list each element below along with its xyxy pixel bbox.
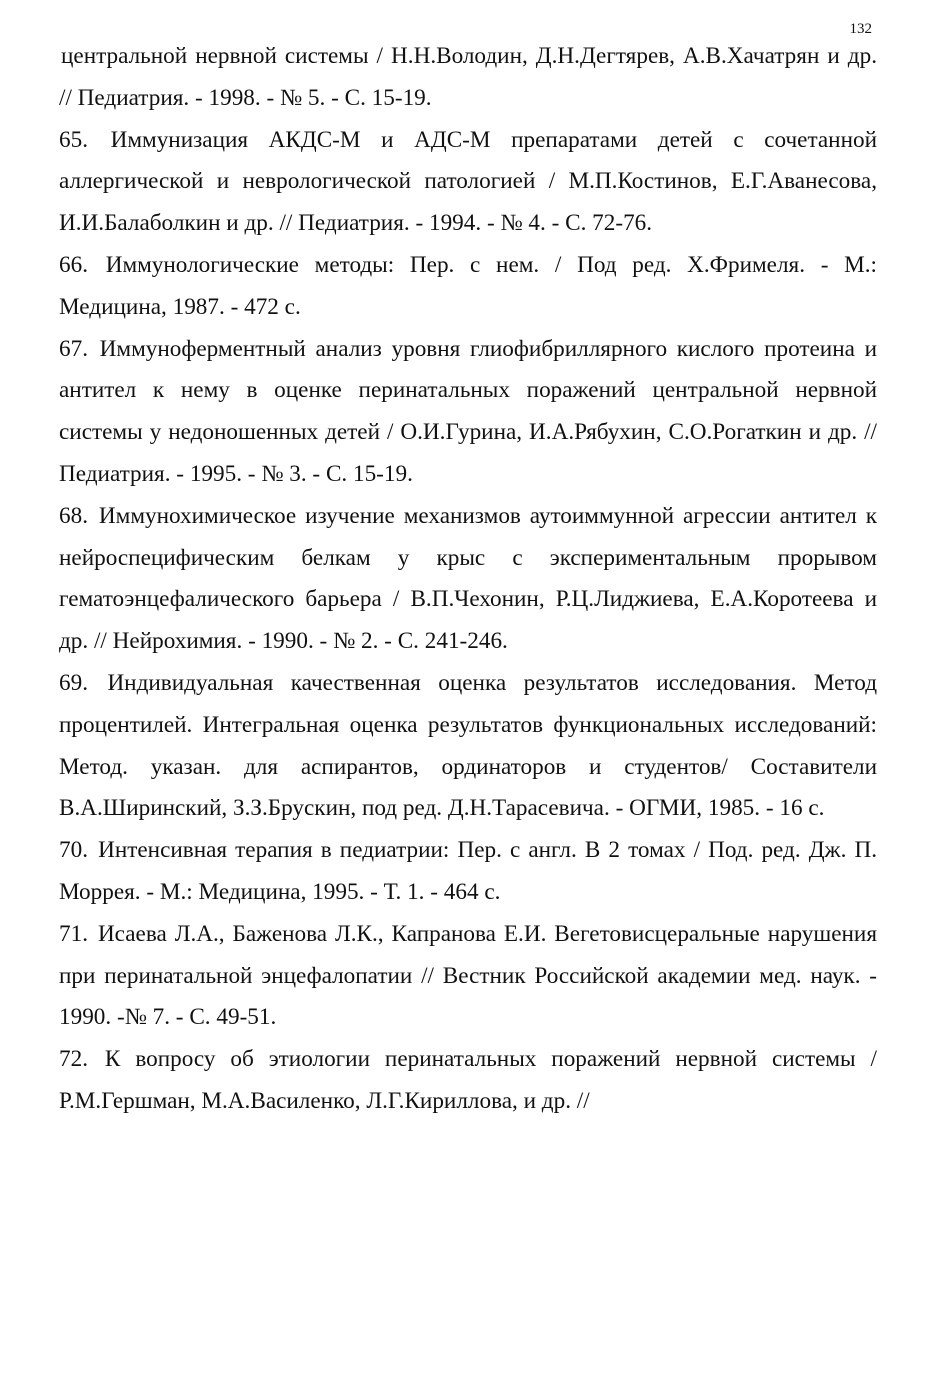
reference-item [59, 496, 877, 663]
reference-item [59, 329, 877, 496]
reference-text: Исаева Л.А., Баженова Л.К., Капранова Е.И. Вегетовисцеральные нарушения при перинатальной энцефалопатии // Вестник Российской академии мед. наук. - 1990. -№ 7. - С. 49-51. [59, 920, 878, 1031]
reference-item [59, 914, 877, 1039]
reference-number: 67. [59, 335, 88, 362]
reference-text: центральной нервной системы / Н.Н.Володин, Д.Н.Дегтярев, А.В.Хачатрян и др. // Педиатрия. - 1998. - № 5. - С. 15-19. [59, 43, 877, 111]
reference-item [59, 36, 877, 120]
reference-number: 66. [59, 251, 88, 278]
reference-item [59, 120, 877, 245]
reference-item [59, 663, 877, 830]
reference-text: Иммунологические методы: Пер. с нем. / Под ред. Х.Фримеля. - М.: Медицина, 1987. - 472 с. [59, 251, 877, 320]
reference-item [59, 245, 877, 329]
reference-text: Иммунохимическое изучение механизмов аутоиммунной агрессии антител к нейроспецифическим белкам у крыс с экспериментальным прорывом гематоэнцефалического барьера / В.П.Чехонин, Р.Ц.Лиджиева, Е.А.Коротеева и др. // Нейрохимия. - 1990. - № 2. - С. 241-246. [59, 502, 877, 655]
reference-text: Иммуноферментный анализ уровня глиофибриллярного кислого протеина и антител к нему в оценке перинатальных поражений центральной нервной системы у недоношенных детей / О.И.Гурина, И.А.Рябухин, С.О.Рогаткин и др. // Педиатрия. - 1995. - № 3. - С. 15-19. [59, 335, 877, 487]
reference-number: 68. [59, 502, 88, 529]
reference-number: 69. [59, 669, 88, 696]
reference-text: К вопросу об этиологии перинатальных поражений нервной системы / Р.М.Гершман, М.А.Василенко, Л.Г.Кириллова, и др. // [59, 1046, 877, 1114]
reference-list [59, 36, 877, 1123]
reference-number: 72. [59, 1046, 88, 1073]
reference-text: Индивидуальная качественная оценка результатов исследования. Метод процентилей. Интегральная оценка результатов функциональных исследований: Метод. указан. для аспирантов, ординаторов и студентов/ Составители В.А.Ширинский, З.З.Брускин, под ред. Д.Н.Тарасевича. - ОГМИ, 1985. - 16 с. [59, 669, 877, 822]
reference-item [59, 1039, 877, 1123]
reference-number: 65. [59, 126, 88, 153]
reference-number: 71. [59, 920, 88, 947]
reference-number: 70. [59, 837, 88, 864]
reference-item [59, 830, 877, 914]
reference-text: Интенсивная терапия в педиатрии: Пер. с англ. В 2 томах / Под. ред. Дж. П. Моррея. - М.: Медицина, 1995. - Т. 1. - 464 с. [59, 837, 877, 905]
page-number: 132 [849, 21, 872, 37]
reference-text: Иммунизация АКДС-М и АДС-М препаратами детей с сочетанной аллергической и неврологической патологией / М.П.Костинов, Е.Г.Аванесова, И.И.Балаболкин и др. // Педиатрия. - 1994. - № 4. - С. 72-76. [59, 126, 878, 237]
